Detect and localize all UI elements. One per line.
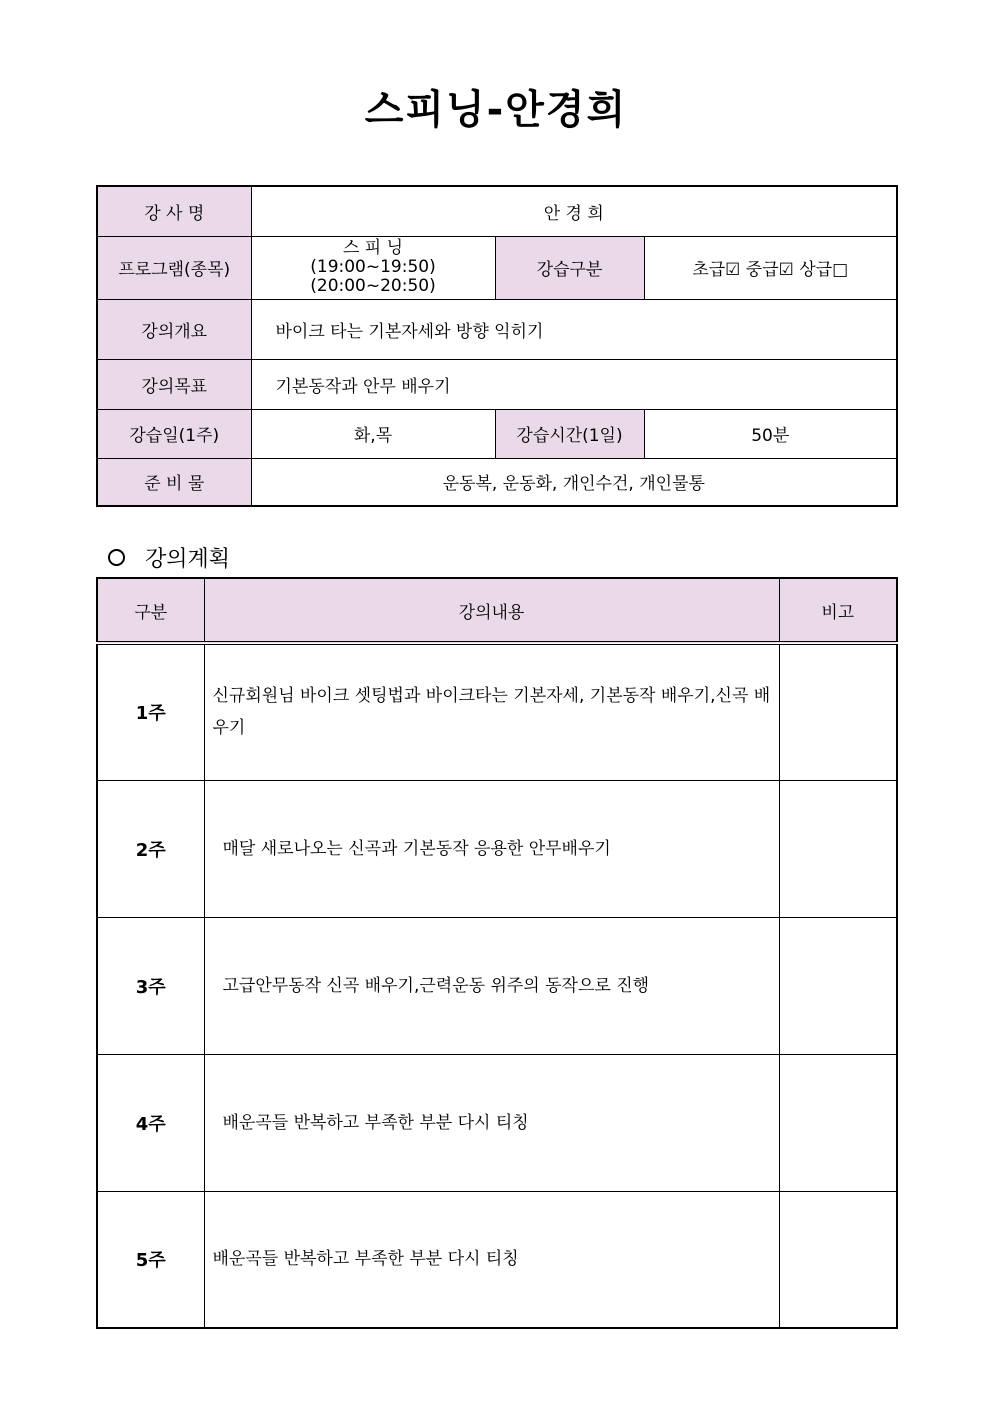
goal-value: 기본동작과 안무 배우기	[251, 359, 897, 409]
header-content: 강의내용	[204, 578, 779, 643]
plan-header-row	[97, 578, 897, 643]
instructor-label: 강 사 명	[97, 186, 251, 236]
section-title-text: 강의계획	[145, 547, 231, 572]
note-cell	[779, 780, 897, 917]
note-cell	[779, 1191, 897, 1328]
instructor-row	[97, 186, 897, 236]
week-cell: 5주	[97, 1191, 204, 1328]
content-cell: 신규회원님 바이크 셋팅법과 바이크타는 기본자세, 기본동작 배우기,신곡 배우기	[204, 643, 779, 780]
goal-row	[97, 359, 897, 409]
overview-value: 바이크 타는 기본자세와 방향 익히기	[251, 299, 897, 359]
overview-label: 강의개요	[97, 299, 251, 359]
program-time-2: (20:00~20:50)	[310, 276, 436, 296]
circle-bullet-icon	[108, 549, 125, 566]
content-cell: 배운곡들 반복하고 부족한 부분 다시 티칭	[204, 1191, 779, 1328]
program-value	[251, 236, 495, 299]
table-row	[97, 1054, 897, 1191]
content-cell: 매달 새로나오는 신곡과 기본동작 응용한 안무배우기	[204, 780, 779, 917]
table-row	[97, 780, 897, 917]
table-row	[97, 1191, 897, 1328]
program-name: 스 피 닝	[342, 238, 404, 258]
section-heading	[106, 542, 230, 573]
week-cell: 2주	[97, 780, 204, 917]
table-row	[97, 917, 897, 1054]
goal-label: 강의목표	[97, 359, 251, 409]
lecture-plan-table	[96, 577, 898, 1329]
note-cell	[779, 643, 897, 780]
header-note: 비고	[779, 578, 897, 643]
duration-value: 50분	[644, 409, 897, 458]
program-time-1: (19:00~19:50)	[310, 257, 436, 277]
prep-value: 운동복, 운동화, 개인수건, 개인물통	[251, 458, 897, 506]
overview-row	[97, 299, 897, 359]
table-row	[97, 643, 897, 780]
week-cell: 4주	[97, 1054, 204, 1191]
prep-label: 준 비 물	[97, 458, 251, 506]
program-row	[97, 236, 897, 299]
days-value: 화,목	[251, 409, 495, 458]
instructor-info-table	[96, 185, 898, 507]
content-cell: 배운곡들 반복하고 부족한 부분 다시 티칭	[204, 1054, 779, 1191]
schedule-row	[97, 409, 897, 458]
level-label: 강습구분	[495, 236, 644, 299]
duration-label: 강습시간(1일)	[495, 409, 644, 458]
note-cell	[779, 917, 897, 1054]
program-label: 프로그램(종목)	[97, 236, 251, 299]
level-value: 초급☑ 중급☑ 상급□	[644, 236, 897, 299]
week-cell: 1주	[97, 643, 204, 780]
page-title: 스피닝-안경희	[364, 87, 628, 133]
week-cell: 3주	[97, 917, 204, 1054]
prep-row	[97, 458, 897, 506]
header-week: 구분	[97, 578, 204, 643]
days-label: 강습일(1주)	[97, 409, 251, 458]
note-cell	[779, 1054, 897, 1191]
instructor-value: 안 경 희	[251, 186, 897, 236]
content-cell: 고급안무동작 신곡 배우기,근력운동 위주의 동작으로 진행	[204, 917, 779, 1054]
